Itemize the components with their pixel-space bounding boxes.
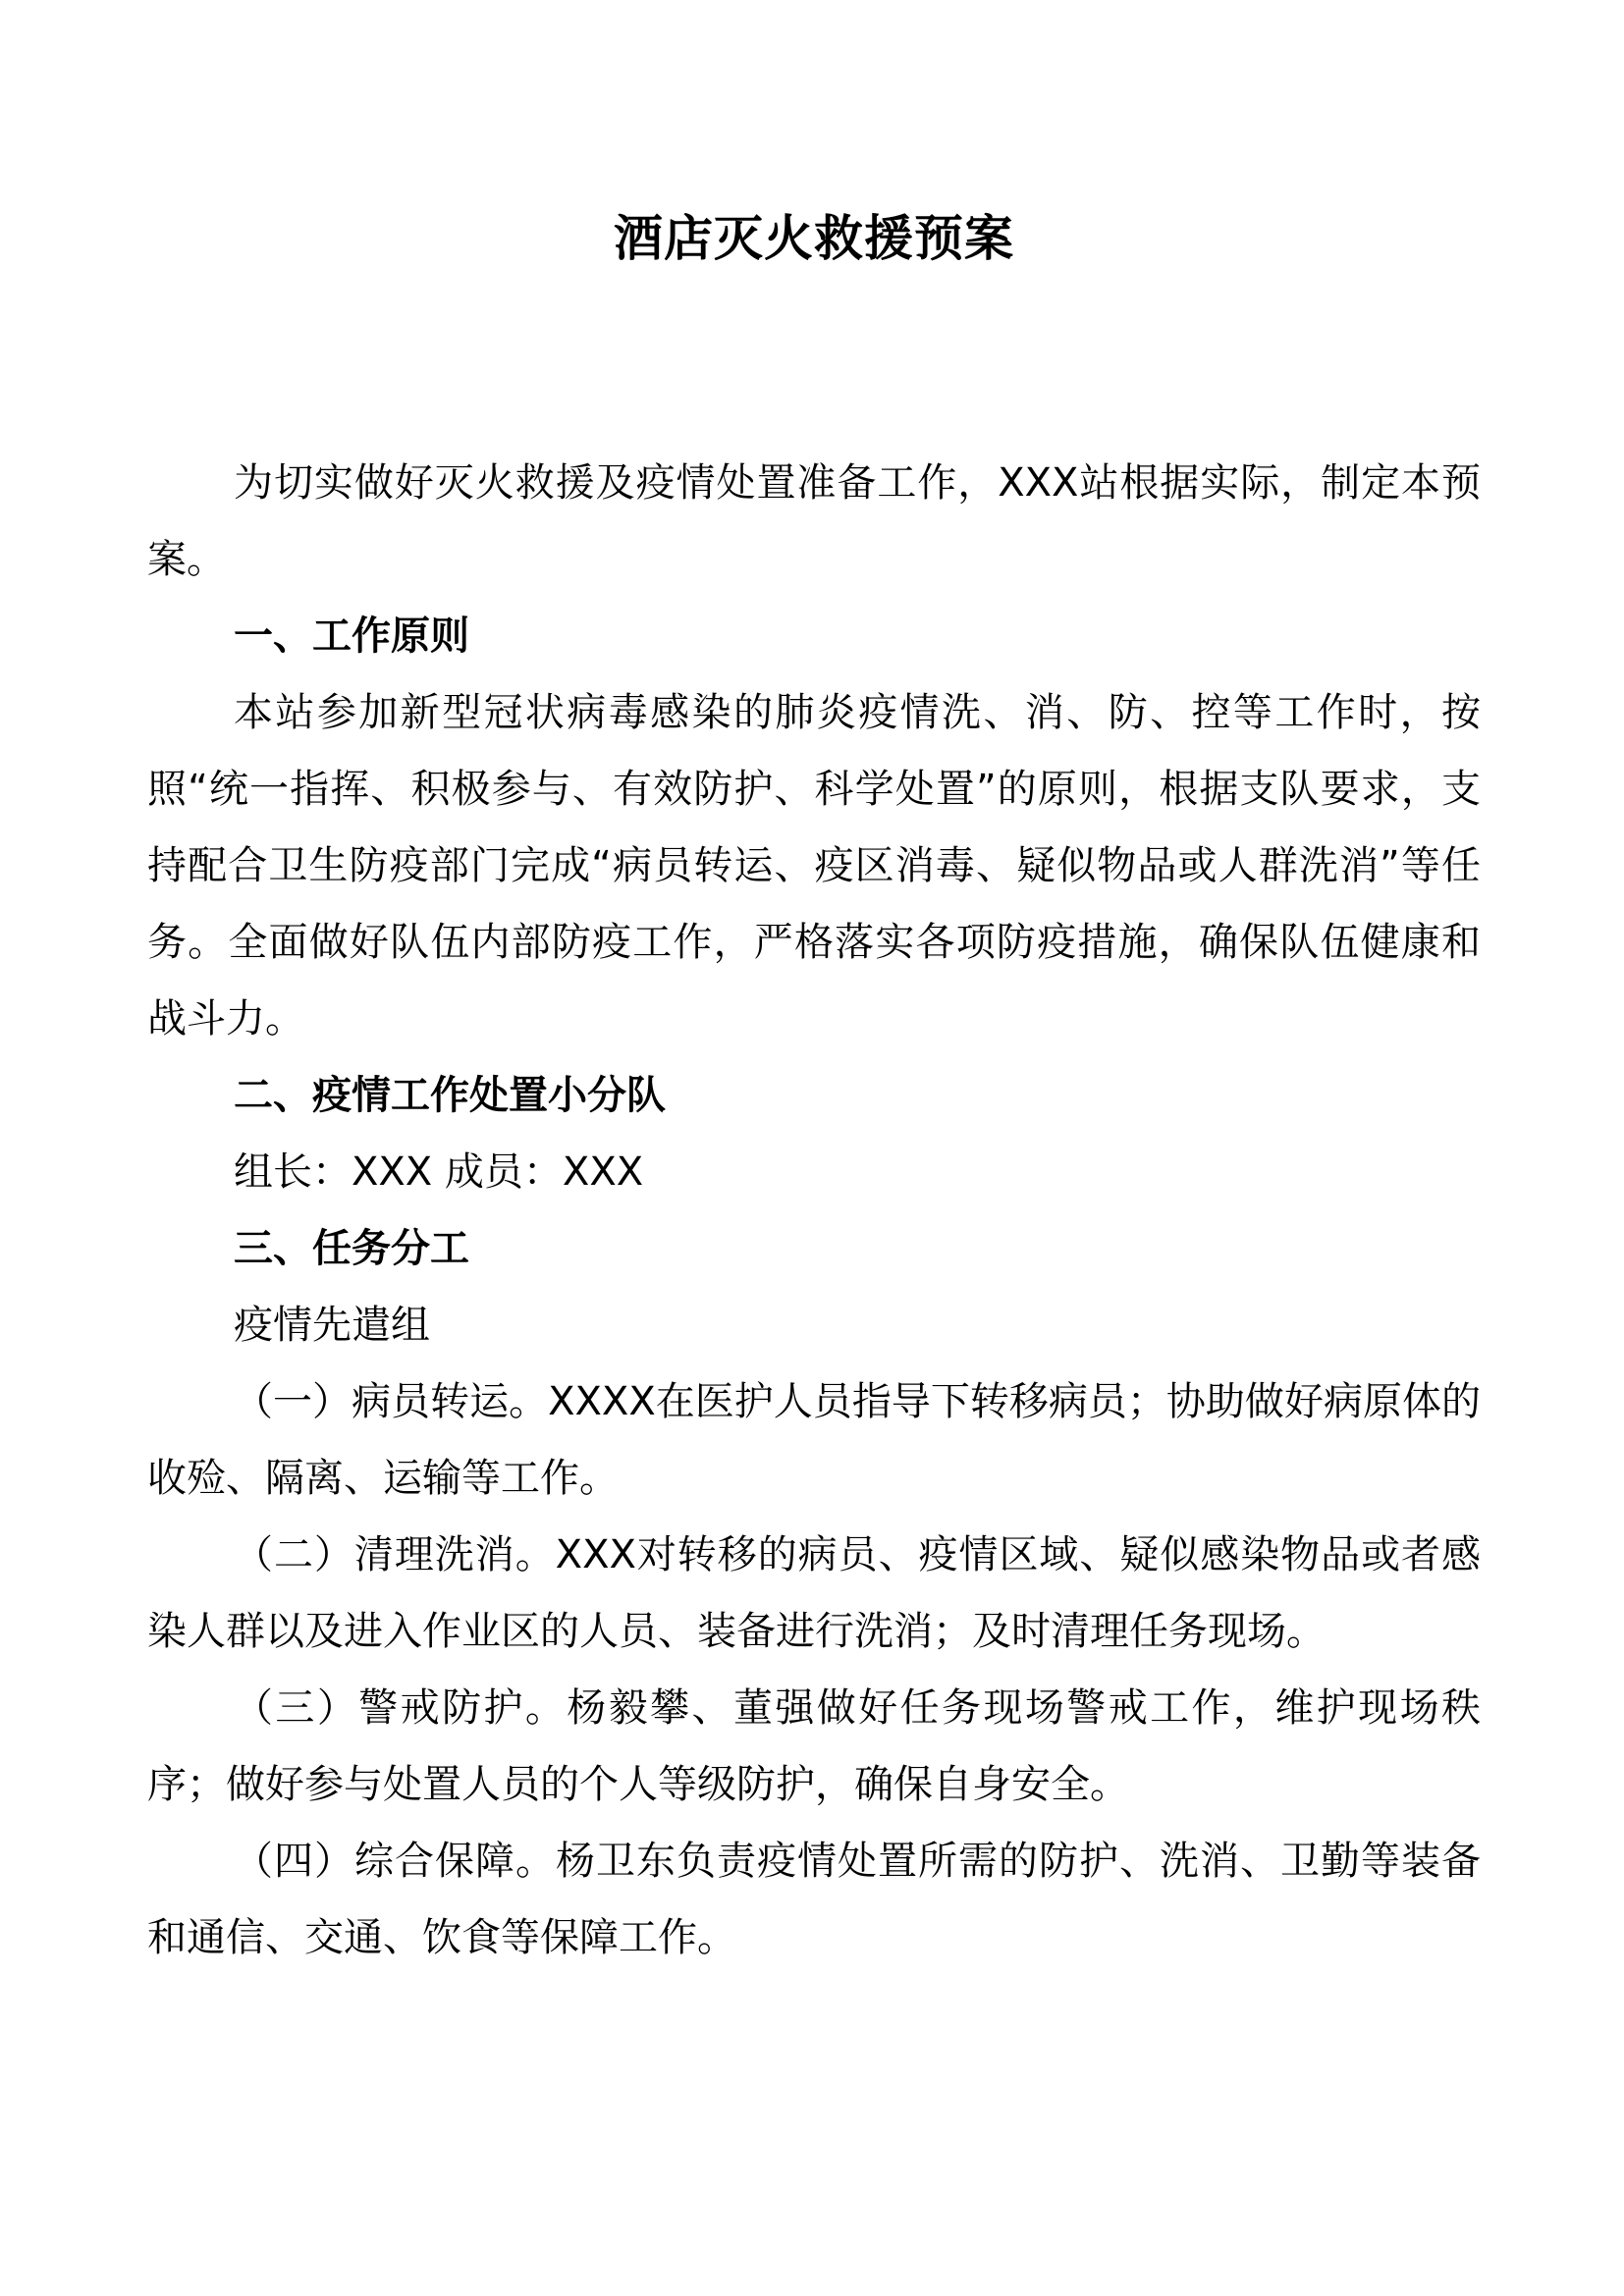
task-security-paragraph: （三）警戒防护。杨毅攀、董强做好任务现场警戒工作，维护现场秩序；做好参与处置人员的个人等级防护，确保自身安全。 xyxy=(147,1685,1481,1807)
task-logistics-paragraph: （四）综合保障。杨卫东负责疫情处置所需的防护、洗消、卫勤等装备和通信、交通、饮食等保障工作。 xyxy=(147,1839,1481,1960)
task-transfer-paragraph: （一）病员转运。XXXX在医护人员指导下转移病员；协助做好病原体的收殓、隔离、运输等工作。 xyxy=(147,1379,1481,1501)
document-body xyxy=(147,445,1481,1976)
team-members-paragraph: 组长：XXX 成员：XXX xyxy=(234,1149,644,1195)
task-disinfection-paragraph: （二）清理洗消。XXX对转移的病员、疫情区域、疑似感染物品或者感染人群以及进入作业区的人员、装备进行洗消；及时清理任务现场。 xyxy=(147,1532,1481,1654)
document-title: 酒店灭火救援预案 xyxy=(614,210,1014,267)
intro-paragraph: 为切实做好灭火救援及疫情处置准备工作，XXX站根据实际，制定本预案。 xyxy=(147,460,1481,582)
principles-paragraph: 本站参加新型冠状病毒感染的肺炎疫情洗、消、防、控等工作时，按照“统一指挥、积极参与、有效防护、科学处置”的原则，根据支队要求，支持配合卫生防疫部门完成“病员转运、疫区消毒、疑似物品或人群洗消”等任务。全面做好队伍内部防疫工作，严格落实各项防疫措施，确保队伍健康和战斗力。 xyxy=(147,690,1481,1041)
advance-group-label: 疫情先遣组 xyxy=(234,1303,430,1348)
section-heading-tasks: 三、任务分工 xyxy=(234,1226,469,1271)
section-heading-principles: 一、工作原则 xyxy=(234,614,469,659)
section-heading-team: 二、疫情工作处置小分队 xyxy=(234,1073,666,1118)
